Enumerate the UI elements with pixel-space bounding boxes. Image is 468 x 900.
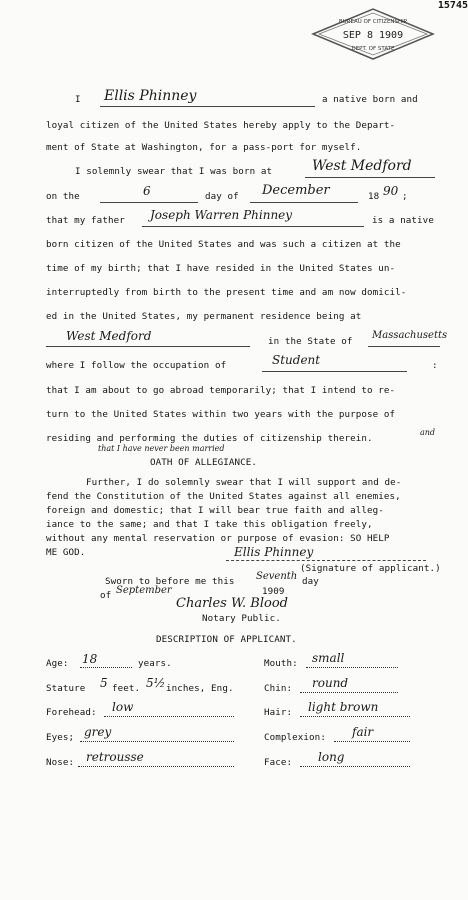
sworn-day: Seventh	[256, 571, 298, 582]
received-stamp	[305, 6, 441, 62]
line10: ed in the United States, my permanent residence being at	[46, 311, 362, 322]
oath-heading: OATH OF ALLEGIANCE.	[150, 457, 257, 468]
nose-value: retrousse	[86, 750, 144, 764]
stature-feet: 5	[100, 676, 108, 690]
line5-end: ;	[402, 191, 408, 202]
complexion-label: Complexion:	[264, 732, 326, 743]
mouth-value: small	[312, 651, 345, 665]
birth-day-line	[100, 202, 198, 203]
age-label: Age:	[46, 658, 69, 669]
mouth-dots	[306, 667, 398, 668]
eyes-value: grey	[84, 725, 112, 739]
residence-town-line	[46, 346, 250, 347]
oath-line5: without any mental reservation or purpose of evasion: SO HELP	[46, 533, 390, 544]
complexion-dots	[334, 741, 410, 742]
face-label: Face:	[264, 757, 293, 768]
line6-suffix: is a native	[372, 215, 434, 226]
handwritten-addition-1: and	[420, 428, 436, 437]
face-value: long	[318, 750, 345, 764]
sworn-prefix: Sworn to before me this	[105, 576, 235, 587]
applicant-name-line	[100, 106, 315, 107]
line1-suffix: a native born and	[322, 94, 418, 105]
line9: interruptedly from birth to the present time and am now domicil-	[46, 287, 407, 298]
line5-on: on the	[46, 191, 80, 202]
face-dots	[300, 766, 410, 767]
oath-line1: Further, I do solemnly swear that I will support and de-	[86, 477, 402, 488]
line7: born citizen of the United States and was such a citizen at the	[46, 239, 401, 250]
stature-inches: 5½	[146, 676, 166, 690]
line13: that I am about to go abroad temporarily; that I intend to re-	[46, 385, 396, 396]
oath-line2: fend the Constitution of the United States against all enemies,	[46, 491, 401, 502]
complexion-value: fair	[352, 725, 374, 739]
birthplace: West Medford	[312, 158, 412, 174]
signature-label: (Signature of applicant.)	[300, 563, 441, 574]
residence-town: West Medford	[66, 329, 152, 343]
age-value: 18	[82, 652, 98, 666]
residence-state-line	[368, 346, 440, 347]
nose-dots	[78, 766, 234, 767]
handwritten-addition-2: that I have never been married	[98, 444, 225, 453]
father-name: Joseph Warren Phinney	[150, 208, 293, 222]
line8: time of my birth; that I have resided in the United States un-	[46, 263, 396, 274]
stature-feet-unit: feet.	[112, 683, 141, 694]
signature-line	[226, 560, 426, 561]
applicant-name: Ellis Phinney	[104, 88, 197, 104]
residence-state: Massachusetts	[372, 330, 448, 341]
line12-prefix: where I follow the occupation of	[46, 360, 227, 371]
notary-signature: Charles W. Blood	[176, 596, 288, 611]
notary-label: Notary Public.	[202, 613, 281, 624]
forehead-value: low	[112, 700, 134, 714]
forehead-dots	[104, 716, 234, 717]
occupation-line	[262, 371, 407, 372]
oath-line4: iance to the same; and that I take this obligation freely,	[46, 519, 373, 530]
mouth-label: Mouth:	[264, 658, 298, 669]
chin-label: Chin:	[264, 683, 293, 694]
line12-end: :	[432, 360, 438, 371]
line1-prefix: I	[75, 94, 81, 105]
line2: loyal citizen of the United States hereby apply to the Depart-	[46, 120, 396, 131]
line15: residing and performing the duties of citizenship therein.	[46, 433, 373, 444]
birth-day: 6	[143, 184, 151, 198]
birthplace-line	[305, 177, 435, 178]
document-number: 15745	[437, 0, 468, 11]
line5-dayof: day of	[205, 191, 239, 202]
chin-dots	[300, 692, 398, 693]
description-heading: DESCRIPTION OF APPLICANT.	[156, 634, 297, 645]
stature-inches-unit: inches, Eng.	[166, 683, 234, 694]
applicant-signature: Ellis Phinney	[234, 545, 314, 559]
eyes-label: Eyes;	[46, 732, 75, 743]
sworn-year: 1909	[262, 586, 285, 597]
birth-month-line	[250, 202, 358, 203]
line6-prefix: that my father	[46, 215, 125, 226]
sworn-of: of	[100, 590, 112, 601]
birth-year: 90	[383, 184, 399, 198]
line4-prefix: I solemnly swear that I was born at	[75, 166, 273, 177]
stamp-top-text: BUREAU OF CITIZENSHIP	[338, 19, 408, 25]
line3: ment of State at Washington, for a pass-port for myself.	[46, 142, 362, 153]
hair-dots	[300, 716, 410, 717]
age-unit: years.	[138, 658, 172, 669]
eyes-dots	[80, 741, 234, 742]
stature-label: Stature	[46, 683, 86, 694]
hair-label: Hair:	[264, 707, 293, 718]
line5-year-prefix: 18	[368, 191, 380, 202]
birth-month: December	[262, 183, 330, 198]
line11-mid: in the State of	[268, 336, 353, 347]
line14: turn to the United States within two years with the purpose of	[46, 409, 396, 420]
father-name-line	[142, 226, 364, 227]
hair-value: light brown	[308, 700, 379, 714]
sworn-month: September	[116, 585, 172, 596]
oath-line3: foreign and domestic; that I will bear true faith and alleg-	[46, 505, 384, 516]
oath-line6: ME GOD.	[46, 547, 86, 558]
stamp-bottom-text: DEPT. OF STATE	[351, 46, 395, 52]
stamp-date: SEP 8 1909	[342, 30, 404, 41]
sworn-day-suffix: day	[302, 576, 319, 587]
forehead-label: Forehead:	[46, 707, 97, 718]
age-dots	[80, 667, 132, 668]
chin-value: round	[312, 676, 349, 690]
occupation: Student	[272, 353, 321, 367]
nose-label: Nose:	[46, 757, 75, 768]
